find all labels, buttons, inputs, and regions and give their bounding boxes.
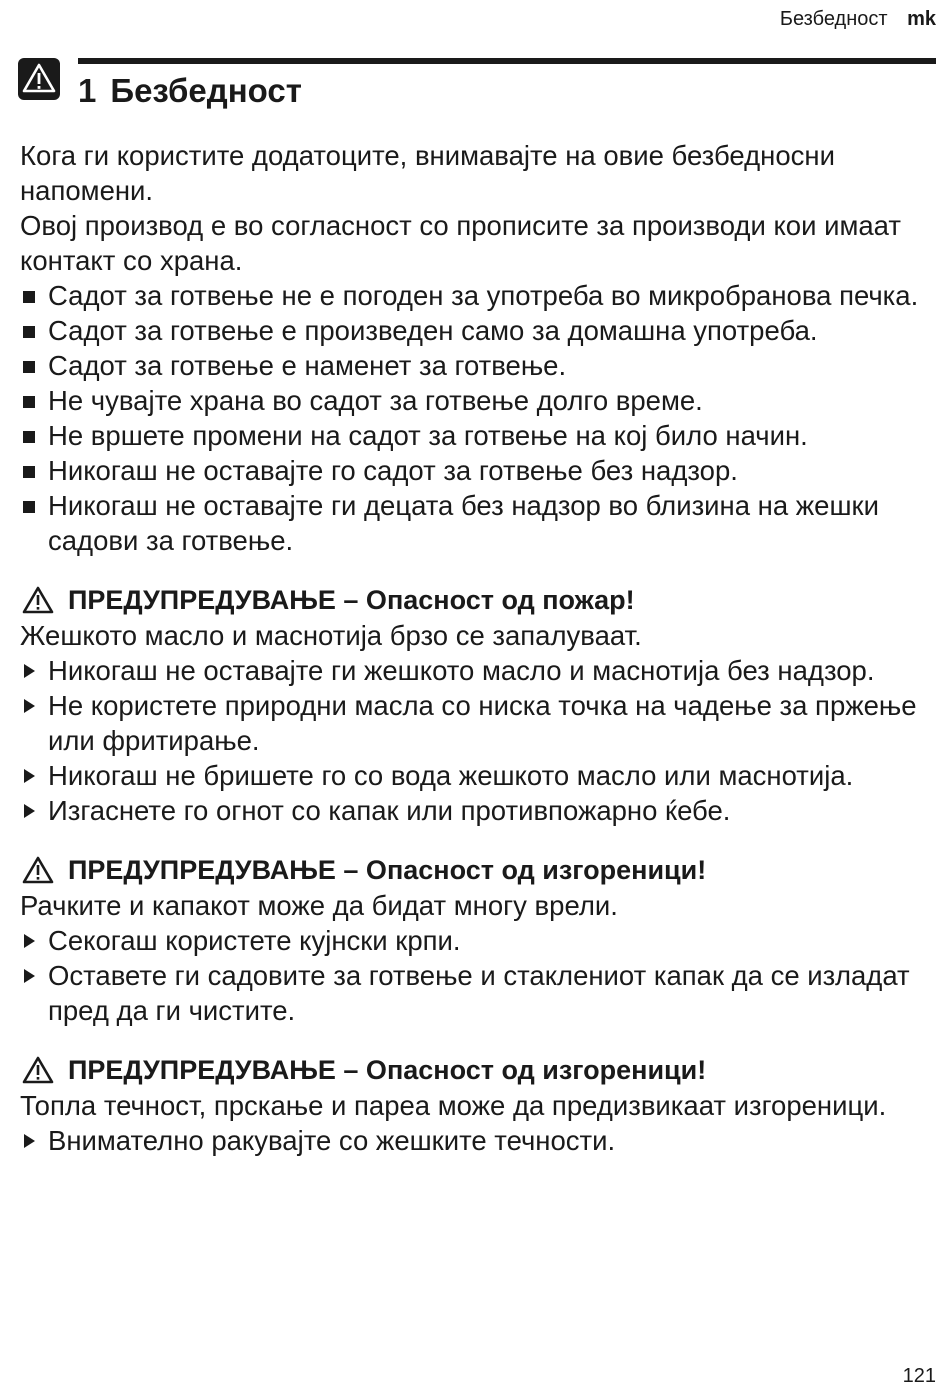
- running-header: [780, 8, 936, 31]
- step-item: Изгаснете го огнот со капак или противпожарно ќебе.: [20, 793, 940, 828]
- warning-heading: [20, 852, 940, 888]
- chapter-number: 1: [78, 72, 97, 109]
- list-item: Садот за готвење е произведен само за домашна употреба.: [20, 313, 940, 348]
- chapter-rule: [78, 58, 936, 64]
- chapter-title-text: Безбедност: [110, 72, 302, 109]
- intro-paragraph: Кога ги користите додатоците, внимавајте на овие безбедносни напомени.: [20, 140, 835, 206]
- step-item: Никогаш не оставајте ги жешкото масло и маснотија без надзор.: [20, 653, 940, 688]
- warning-block-fire: [20, 582, 940, 828]
- step-item: Внимателно ракувајте со жешките течности.: [20, 1123, 940, 1158]
- list-item: Садот за готвење не е погоден за употреба во микробранова печка.: [20, 278, 940, 313]
- step-item: Не користете природни масла со ниска точка на чадење за пржење или фритирање.: [20, 688, 940, 758]
- list-item: Не вршете промени на садот за готвење на кој било начин.: [20, 418, 940, 453]
- warning-block-burns-handles: [20, 852, 940, 1028]
- safety-list: [20, 278, 940, 558]
- warning-box-icon: [18, 58, 60, 100]
- step-item: Секогаш користете кујнски крпи.: [20, 923, 940, 958]
- page-number: 121: [902, 1365, 936, 1387]
- warning-title: ПРЕДУПРЕДУВАЊЕ – Опасност од пожар!: [68, 585, 635, 615]
- list-item: Никогаш не оставајте ги децата без надзор во близина на жешки садови за готвење.: [20, 488, 940, 558]
- warning-title: ПРЕДУПРЕДУВАЊЕ – Опасност од изгореници!: [68, 855, 707, 885]
- intro-paragraph: Овој производ е во согласност со прописите за производи кои имаат контакт со храна.: [20, 210, 901, 276]
- warning-title: ПРЕДУПРЕДУВАЊЕ – Опасност од изгореници!: [68, 1055, 707, 1085]
- chapter-title: [78, 72, 302, 110]
- list-item: Не чувајте храна во садот за готвење долго време.: [20, 383, 940, 418]
- content: [20, 138, 940, 1158]
- warning-triangle-icon: [22, 855, 54, 885]
- warning-heading: [20, 582, 940, 618]
- warning-steps: [20, 923, 940, 1028]
- list-item: Никогаш не оставајте го садот за готвење без надзор.: [20, 453, 940, 488]
- warning-block-burns-liquid: [20, 1052, 940, 1158]
- warning-text: Жешкото масло и маснотија брзо се запалуваат.: [20, 620, 642, 651]
- warning-text: Рачките и капакот може да бидат многу врели.: [20, 890, 618, 921]
- warning-steps: [20, 653, 940, 828]
- step-item: Никогаш не бришете го со вода жешкото масло или маснотија.: [20, 758, 940, 793]
- warning-heading: [20, 1052, 940, 1088]
- step-item: Оставете ги садовите за готвење и стаклениот капак да се изладат пред да ги чистите.: [20, 958, 940, 1028]
- warning-text: Топла течност, прскање и пареа може да предизвикаат изгореници.: [20, 1090, 887, 1121]
- warning-triangle-icon: [22, 585, 54, 615]
- warning-steps: [20, 1123, 940, 1158]
- list-item: Садот за готвење е наменет за готвење.: [20, 348, 940, 383]
- header-section: Безбедност: [779, 8, 888, 30]
- warning-triangle-icon: [22, 1055, 54, 1085]
- header-language: mk: [907, 8, 936, 30]
